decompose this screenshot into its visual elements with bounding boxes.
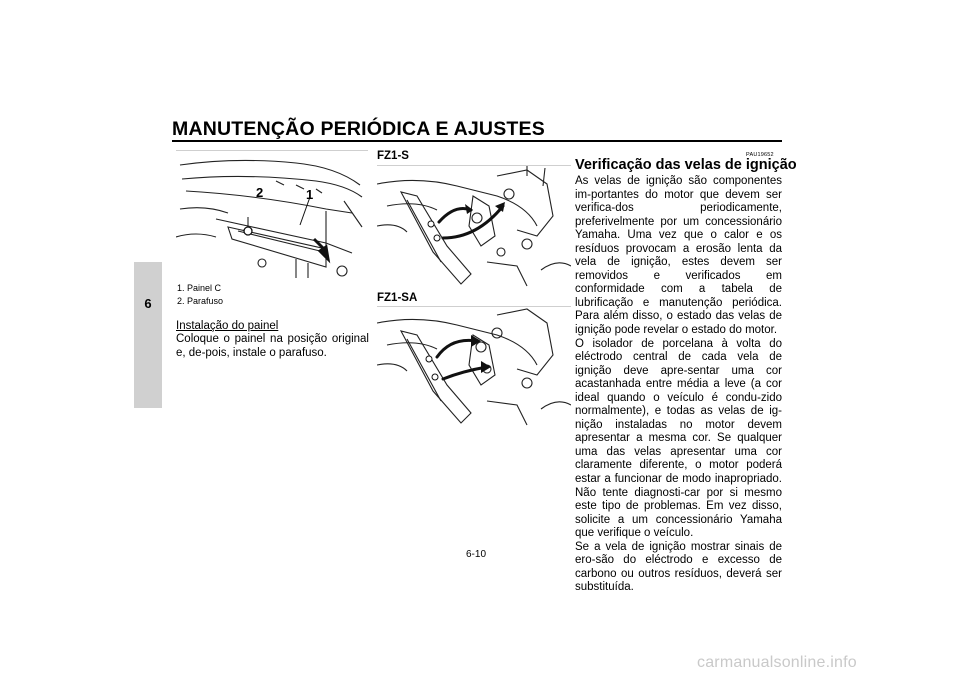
watermark: carmanualsonline.info (697, 654, 857, 671)
callout-2: 2 (256, 185, 264, 200)
chapter-tab (134, 262, 162, 408)
section-heading: Verificação das velas de ignição (575, 157, 797, 173)
paragraph: As velas de ignição são componentes im-portantes do motor que devem ser verifica-dos periodicamente, preferivelmente por um concessionário Yamaha. Uma vez que o calor e os resíduos provocam a erosão lenta da vela de ignição, estes devem ser removidos e verificados em conformidade com a tabela de lubrificação e manutenção periódica. Para além disso, o estado das velas de ignição pode revelar o estado do motor. (575, 175, 782, 337)
page-title: MANUTENÇÃO PERIÓDICA E AJUSTES (172, 118, 545, 140)
caption-item: 2. Parafuso (177, 296, 224, 306)
left-body-text: Coloque o painel na posição original e, de-pois, instale o parafuso. (176, 333, 369, 359)
fz1sa-illustration (377, 306, 571, 428)
panel-c-illustration (176, 150, 368, 278)
chapter-number: 6 (144, 296, 152, 311)
page-number: 6-10 (466, 549, 487, 560)
paragraph: Se a vela de ignição mostrar sinais de ero-são do eléctrodo e excesso de carbono ou outros resíduos, deverá ser substituída. (575, 540, 782, 594)
section-code: PAU19652 (746, 152, 774, 158)
model-label-fz1sa: FZ1-SA (377, 292, 418, 304)
callout-1: 1 (306, 187, 314, 202)
subheading-panel-installation: Instalação do painel (176, 320, 279, 332)
caption-item: 1. Painel C (177, 283, 222, 293)
figure-captions (177, 282, 223, 308)
right-body-text (575, 175, 782, 595)
paragraph: O isolador de porcelana à volta do eléctrodo central de cada vela de ignição deve apre-sentar uma cor acastanhada entre média a leve (a cor ideal quando o veículo é condu-zido normalmente), e todas as velas de ig-nição instaladas no motor devem apresentar a mesma cor. Se qualquer uma das velas apresentar uma cor claramente diferente, o motor poderá estar a funcionar de modo inapropriado. Não tente diagnosti-car por si mesmo este tipo de problemas. Em vez disso, solicite a um concessionário Yamaha que verifique o veículo. (575, 337, 782, 540)
model-label-fz1s: FZ1-S (377, 150, 409, 162)
fz1s-illustration (377, 165, 571, 291)
title-rule (172, 140, 782, 142)
